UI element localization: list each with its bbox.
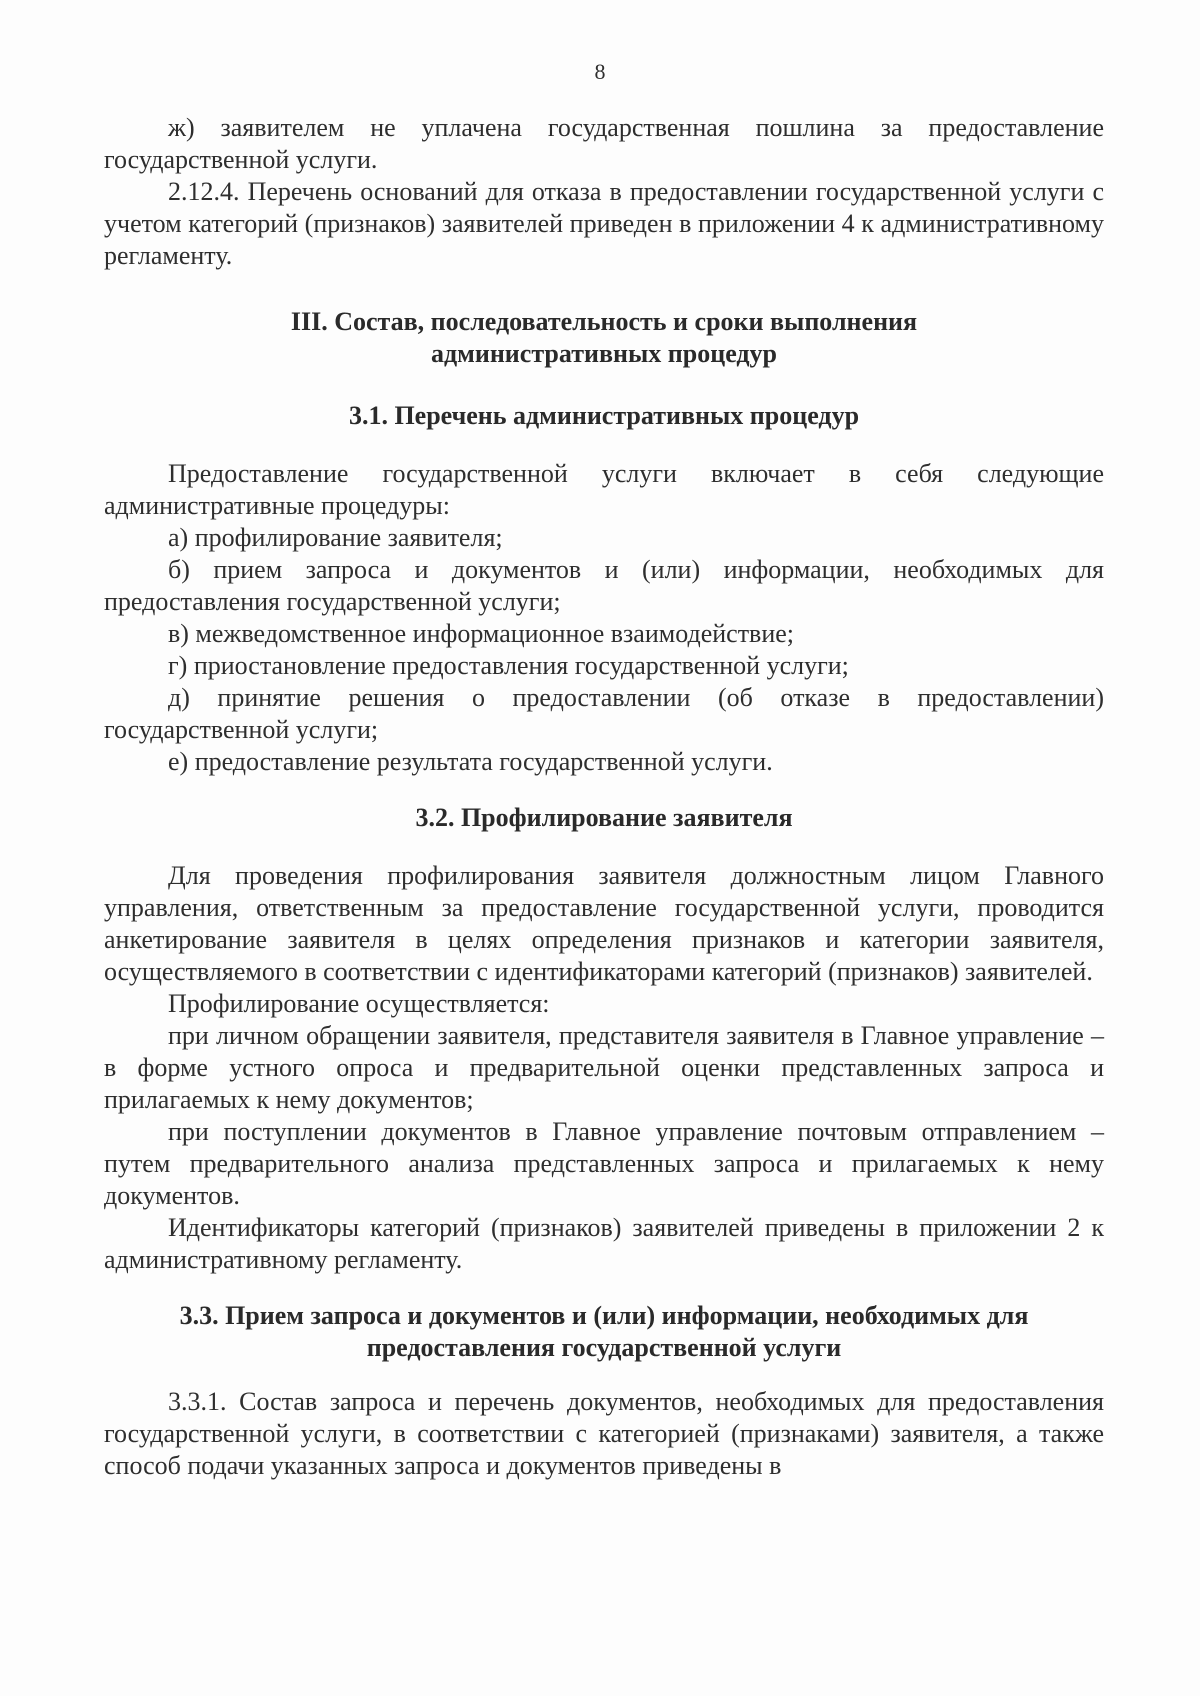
section-3-3-title-line2: предоставления государственной услуги	[366, 1333, 842, 1362]
paragraph-zh: ж) заявителем не уплачена государственная пошлина за предоставление государственной услуги.	[104, 113, 1104, 174]
section-3-2-paragraph: при личном обращении заявителя, представителя заявителя в Главное управление – в форме устного опроса и предварительной оценки представленных запроса и прилагаемых к нему документов;	[104, 1021, 1104, 1114]
section-3-1-intro: Предоставление государственной услуги включает в себя следующие административные процедуры:	[104, 459, 1104, 520]
section-3-title-line1: III. Состав, последовательность и сроки выполнения	[290, 307, 918, 336]
paragraph-2-12-4: 2.12.4. Перечень оснований для отказа в предоставлении государственной услуги с учетом категорий (признаков) заявителей приведен в приложении 4 к административному регламенту.	[104, 177, 1104, 270]
list-item: д) принятие решения о предоставлении (об отказе в предоставлении) государственной услуги;	[104, 683, 1104, 744]
paragraph-3-3-1: 3.3.1. Состав запроса и перечень документов, необходимых для предоставления государственной услуги, в соответствии с категорией (признаками) заявителя, а также способ подачи указанных запроса и документов приведены в	[104, 1387, 1104, 1480]
document-body	[104, 112, 1104, 1482]
section-3-1-title: 3.1. Перечень административных процедур	[348, 401, 860, 430]
section-3-3-heading	[104, 1300, 1104, 1364]
section-3-3-title-line1: 3.3. Прием запроса и документов и (или) информации, необходимых для	[179, 1301, 1029, 1330]
list-item: б) прием запроса и документов и (или) информации, необходимых для предоставления государственной услуги;	[104, 555, 1104, 616]
page-number: 8	[594, 59, 606, 84]
procedure-list	[104, 522, 1104, 778]
section-3-heading	[104, 306, 1104, 370]
section-3-2-paragraph: Для проведения профилирования заявителя должностным лицом Главного управления, ответственным за предоставление государственной услуги, проводится анкетирование заявителя в целях определения признаков и категории заявителя, осуществляемого в соответствии с идентификаторами категорий (признаков) заявителей.	[104, 861, 1104, 986]
section-3-2-paragraph: Идентификаторы категорий (признаков) заявителей приведены в приложении 2 к административному регламенту.	[104, 1213, 1104, 1274]
list-item: е) предоставление результата государственной услуги.	[168, 747, 773, 776]
list-item: г) приостановление предоставления государственной услуги;	[168, 651, 849, 680]
section-3-2-paragraph: при поступлении документов в Главное управление почтовым отправлением – путем предварительного анализа представленных запроса и прилагаемых к нему документов.	[104, 1117, 1104, 1210]
list-item: в) межведомственное информационное взаимодействие;	[168, 619, 795, 648]
section-3-title-line2: административных процедур	[430, 339, 778, 368]
section-3-2-title: 3.2. Профилирование заявителя	[415, 803, 793, 832]
list-item: а) профилирование заявителя;	[168, 523, 503, 552]
section-3-2-paragraph: Профилирование осуществляется:	[168, 989, 550, 1018]
